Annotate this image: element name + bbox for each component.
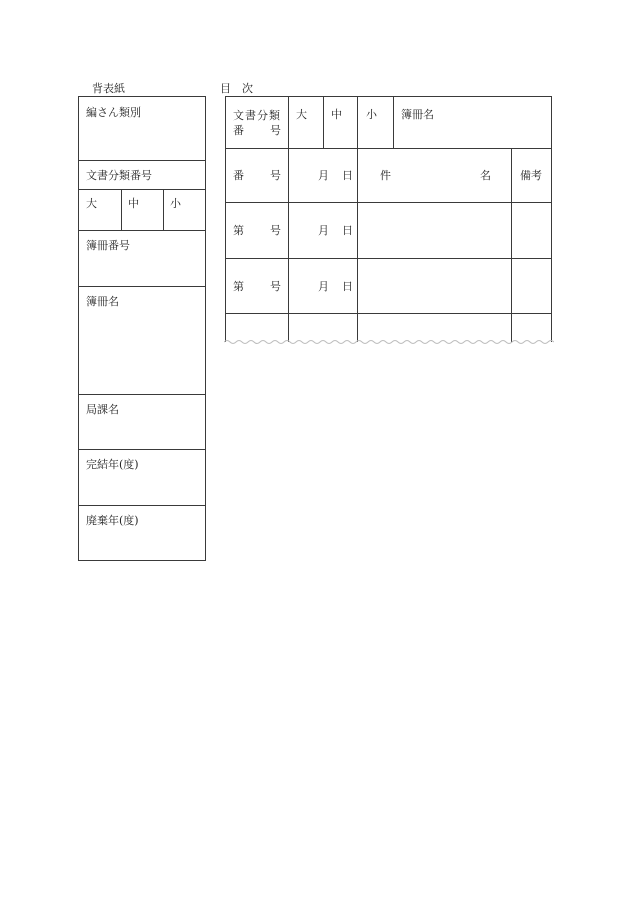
disposal-year-label: 廃棄年(度) [86, 514, 139, 527]
toc-class-middle-label: 中 [331, 108, 342, 121]
compiler-category-label: 編さん類別 [86, 106, 141, 119]
col-number-ban: 番 [233, 169, 244, 182]
toc-class-number-label-go: 号 [270, 124, 281, 137]
row2-month: 月 [318, 280, 329, 293]
toc-class-large-label: 大 [296, 108, 307, 121]
row2-suffix: 号 [270, 280, 281, 293]
col-remarks: 備考 [520, 169, 542, 182]
class-large-label: 大 [86, 197, 97, 210]
row1-day: 日 [342, 224, 353, 237]
class-middle-label: 中 [128, 197, 139, 210]
toc-class-number-label-ban: 番 [233, 124, 244, 137]
row1-month: 月 [318, 224, 329, 237]
col-subject-mei: 名 [480, 169, 491, 182]
col-number-go: 号 [270, 169, 281, 182]
row1-prefix: 第 [233, 224, 244, 237]
book-name-label: 簿冊名 [86, 295, 119, 308]
book-number-label: 簿冊番号 [86, 239, 130, 252]
row1-suffix: 号 [270, 224, 281, 237]
col-day: 日 [342, 169, 353, 182]
department-label: 局課名 [86, 403, 119, 416]
cut-wave-line [224, 338, 554, 346]
toc-class-small-label: 小 [366, 108, 377, 121]
row2-day: 日 [342, 280, 353, 293]
class-number-label: 文書分類番号 [86, 169, 152, 182]
row2-prefix: 第 [233, 280, 244, 293]
completion-year-label: 完結年(度) [86, 458, 139, 471]
col-month: 月 [318, 169, 329, 182]
toc-class-number-label-line1: 文書分類 [233, 109, 281, 122]
class-small-label: 小 [170, 197, 181, 210]
toc-book-name-label: 簿冊名 [401, 108, 434, 121]
col-subject-ken: 件 [380, 169, 391, 182]
spine-caption: 背表紙 [92, 82, 125, 95]
toc-caption: 目 次 [220, 82, 253, 95]
